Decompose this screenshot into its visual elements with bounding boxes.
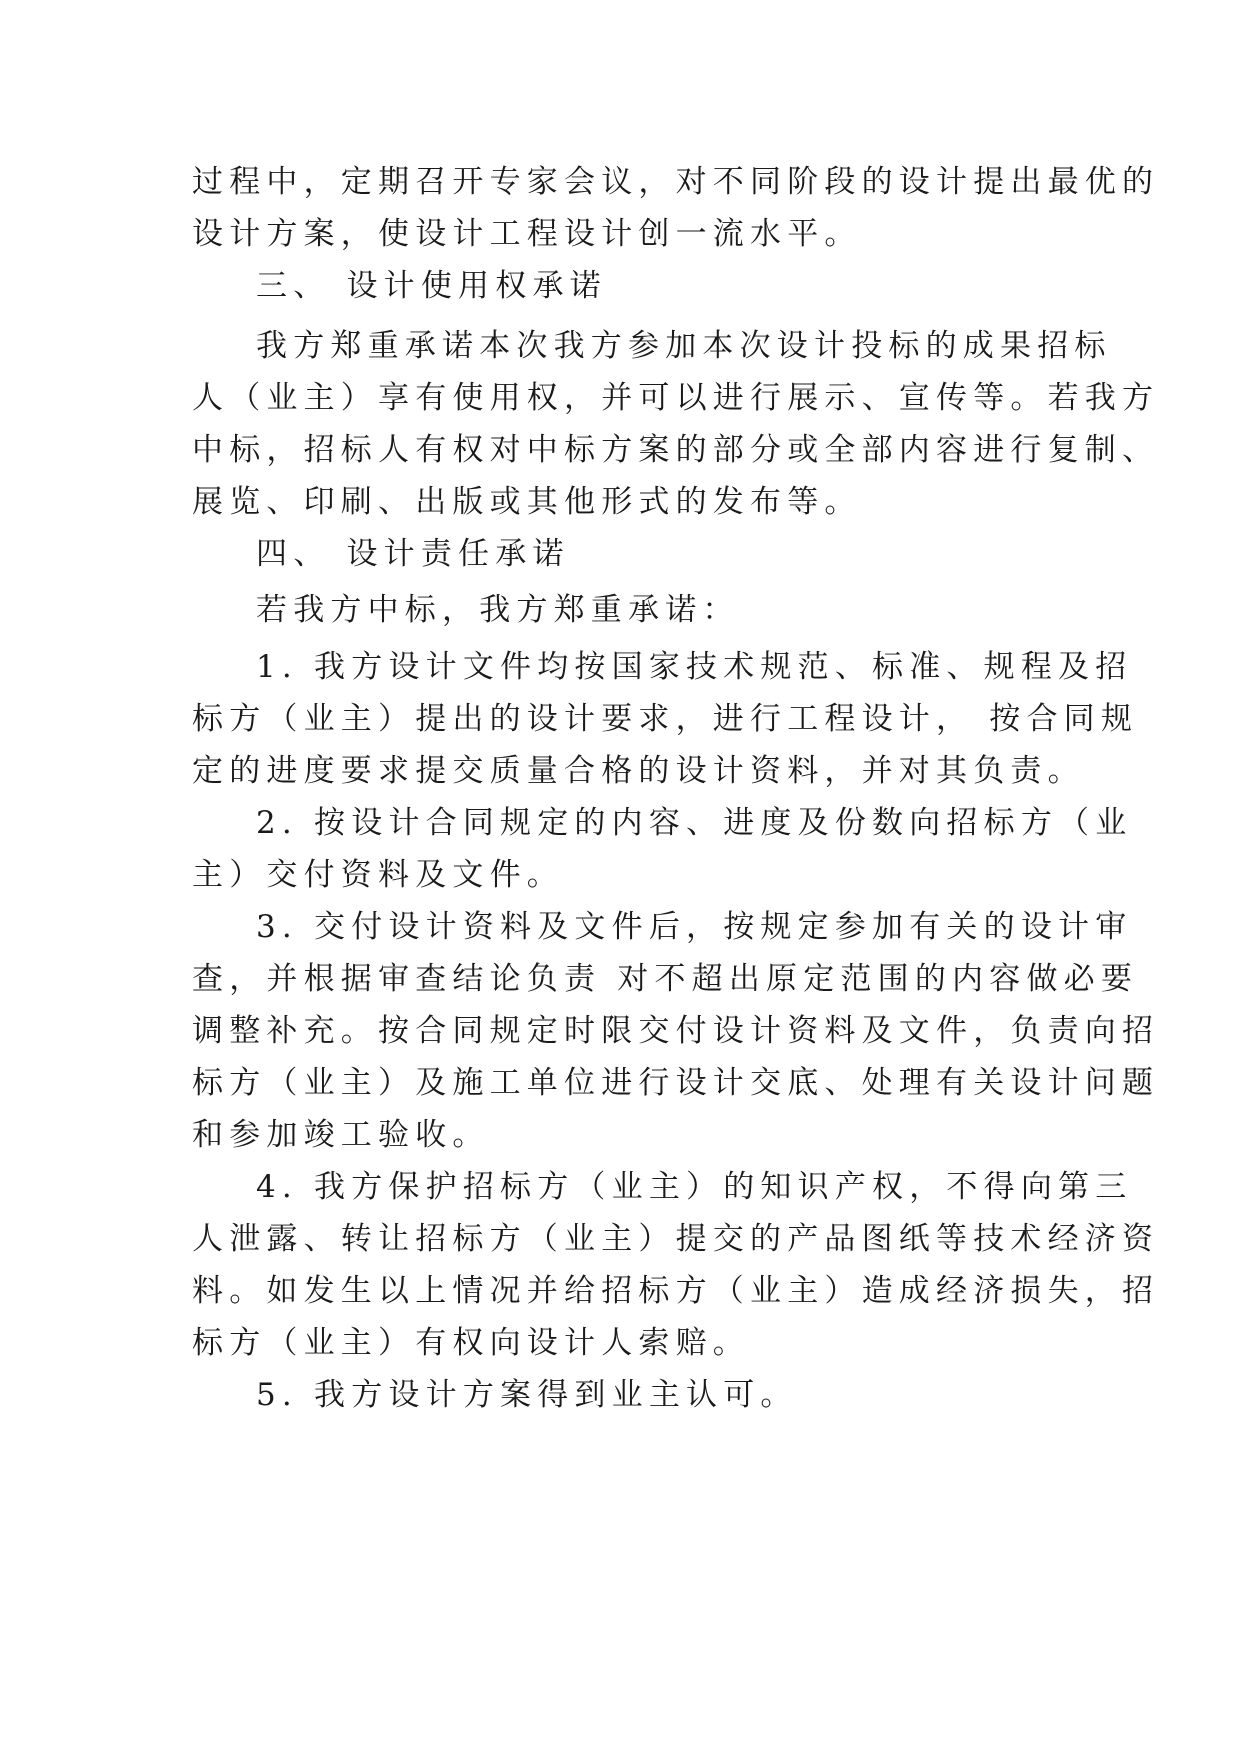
paragraph-line: 设计方案，使设计工程设计创一流水平。: [192, 216, 862, 252]
section-heading-3: 三、 设计使用权承诺: [256, 268, 607, 304]
paragraph-line: 若我方中标，我方郑重承诺：: [256, 592, 740, 628]
paragraph-line: 主）交付资料及文件。: [192, 857, 564, 893]
paragraph-line: 定的进度要求提交质量合格的设计资料，并对其负责。: [192, 753, 1085, 789]
paragraph-line: 查，并根据审查结论负责 对不超出原定范围的内容做必要: [192, 961, 1139, 997]
paragraph-line: 标方（业主）提出的设计要求，进行工程设计， 按合同规: [192, 701, 1139, 737]
paragraph-line: 标方（业主）及施工单位进行设计交底、处理有关设计问题: [192, 1065, 1160, 1101]
list-item-4: 4. 我方保护招标方（业主）的知识产权，不得向第三: [256, 1169, 1133, 1205]
list-item-2: 2. 按设计合同规定的内容、进度及份数向招标方（业: [256, 805, 1133, 841]
paragraph-line: 我方郑重承诺本次我方参加本次设计投标的成果招标: [256, 328, 1112, 364]
list-item-1: 1. 我方设计文件均按国家技术规范、标准、规程及招: [256, 649, 1133, 685]
paragraph-line: 和参加竣工验收。: [192, 1117, 490, 1153]
section-heading-4: 四、 设计责任承诺: [256, 536, 570, 572]
paragraph-line: 中标，招标人有权对中标方案的部分或全部内容进行复制、: [192, 432, 1160, 468]
paragraph-line: 展览、印刷、出版或其他形式的发布等。: [192, 484, 862, 520]
list-item-5: 5. 我方设计方案得到业主认可。: [256, 1377, 798, 1413]
paragraph-line: 调整补充。按合同规定时限交付设计资料及文件，负责向招: [192, 1013, 1160, 1049]
paragraph-line: 标方（业主）有权向设计人索赔。: [192, 1325, 750, 1361]
paragraph-line: 人泄露、转让招标方（业主）提交的产品图纸等技术经济资: [192, 1221, 1160, 1257]
paragraph-line: 人（业主）享有使用权，并可以进行展示、宣传等。若我方: [192, 380, 1160, 416]
paragraph-line: 料。如发生以上情况并给招标方（业主）造成经济损失，招: [192, 1273, 1160, 1309]
list-item-3: 3. 交付设计资料及文件后，按规定参加有关的设计审: [256, 909, 1133, 945]
paragraph-line: 过程中，定期召开专家会议，对不同阶段的设计提出最优的: [192, 164, 1160, 200]
